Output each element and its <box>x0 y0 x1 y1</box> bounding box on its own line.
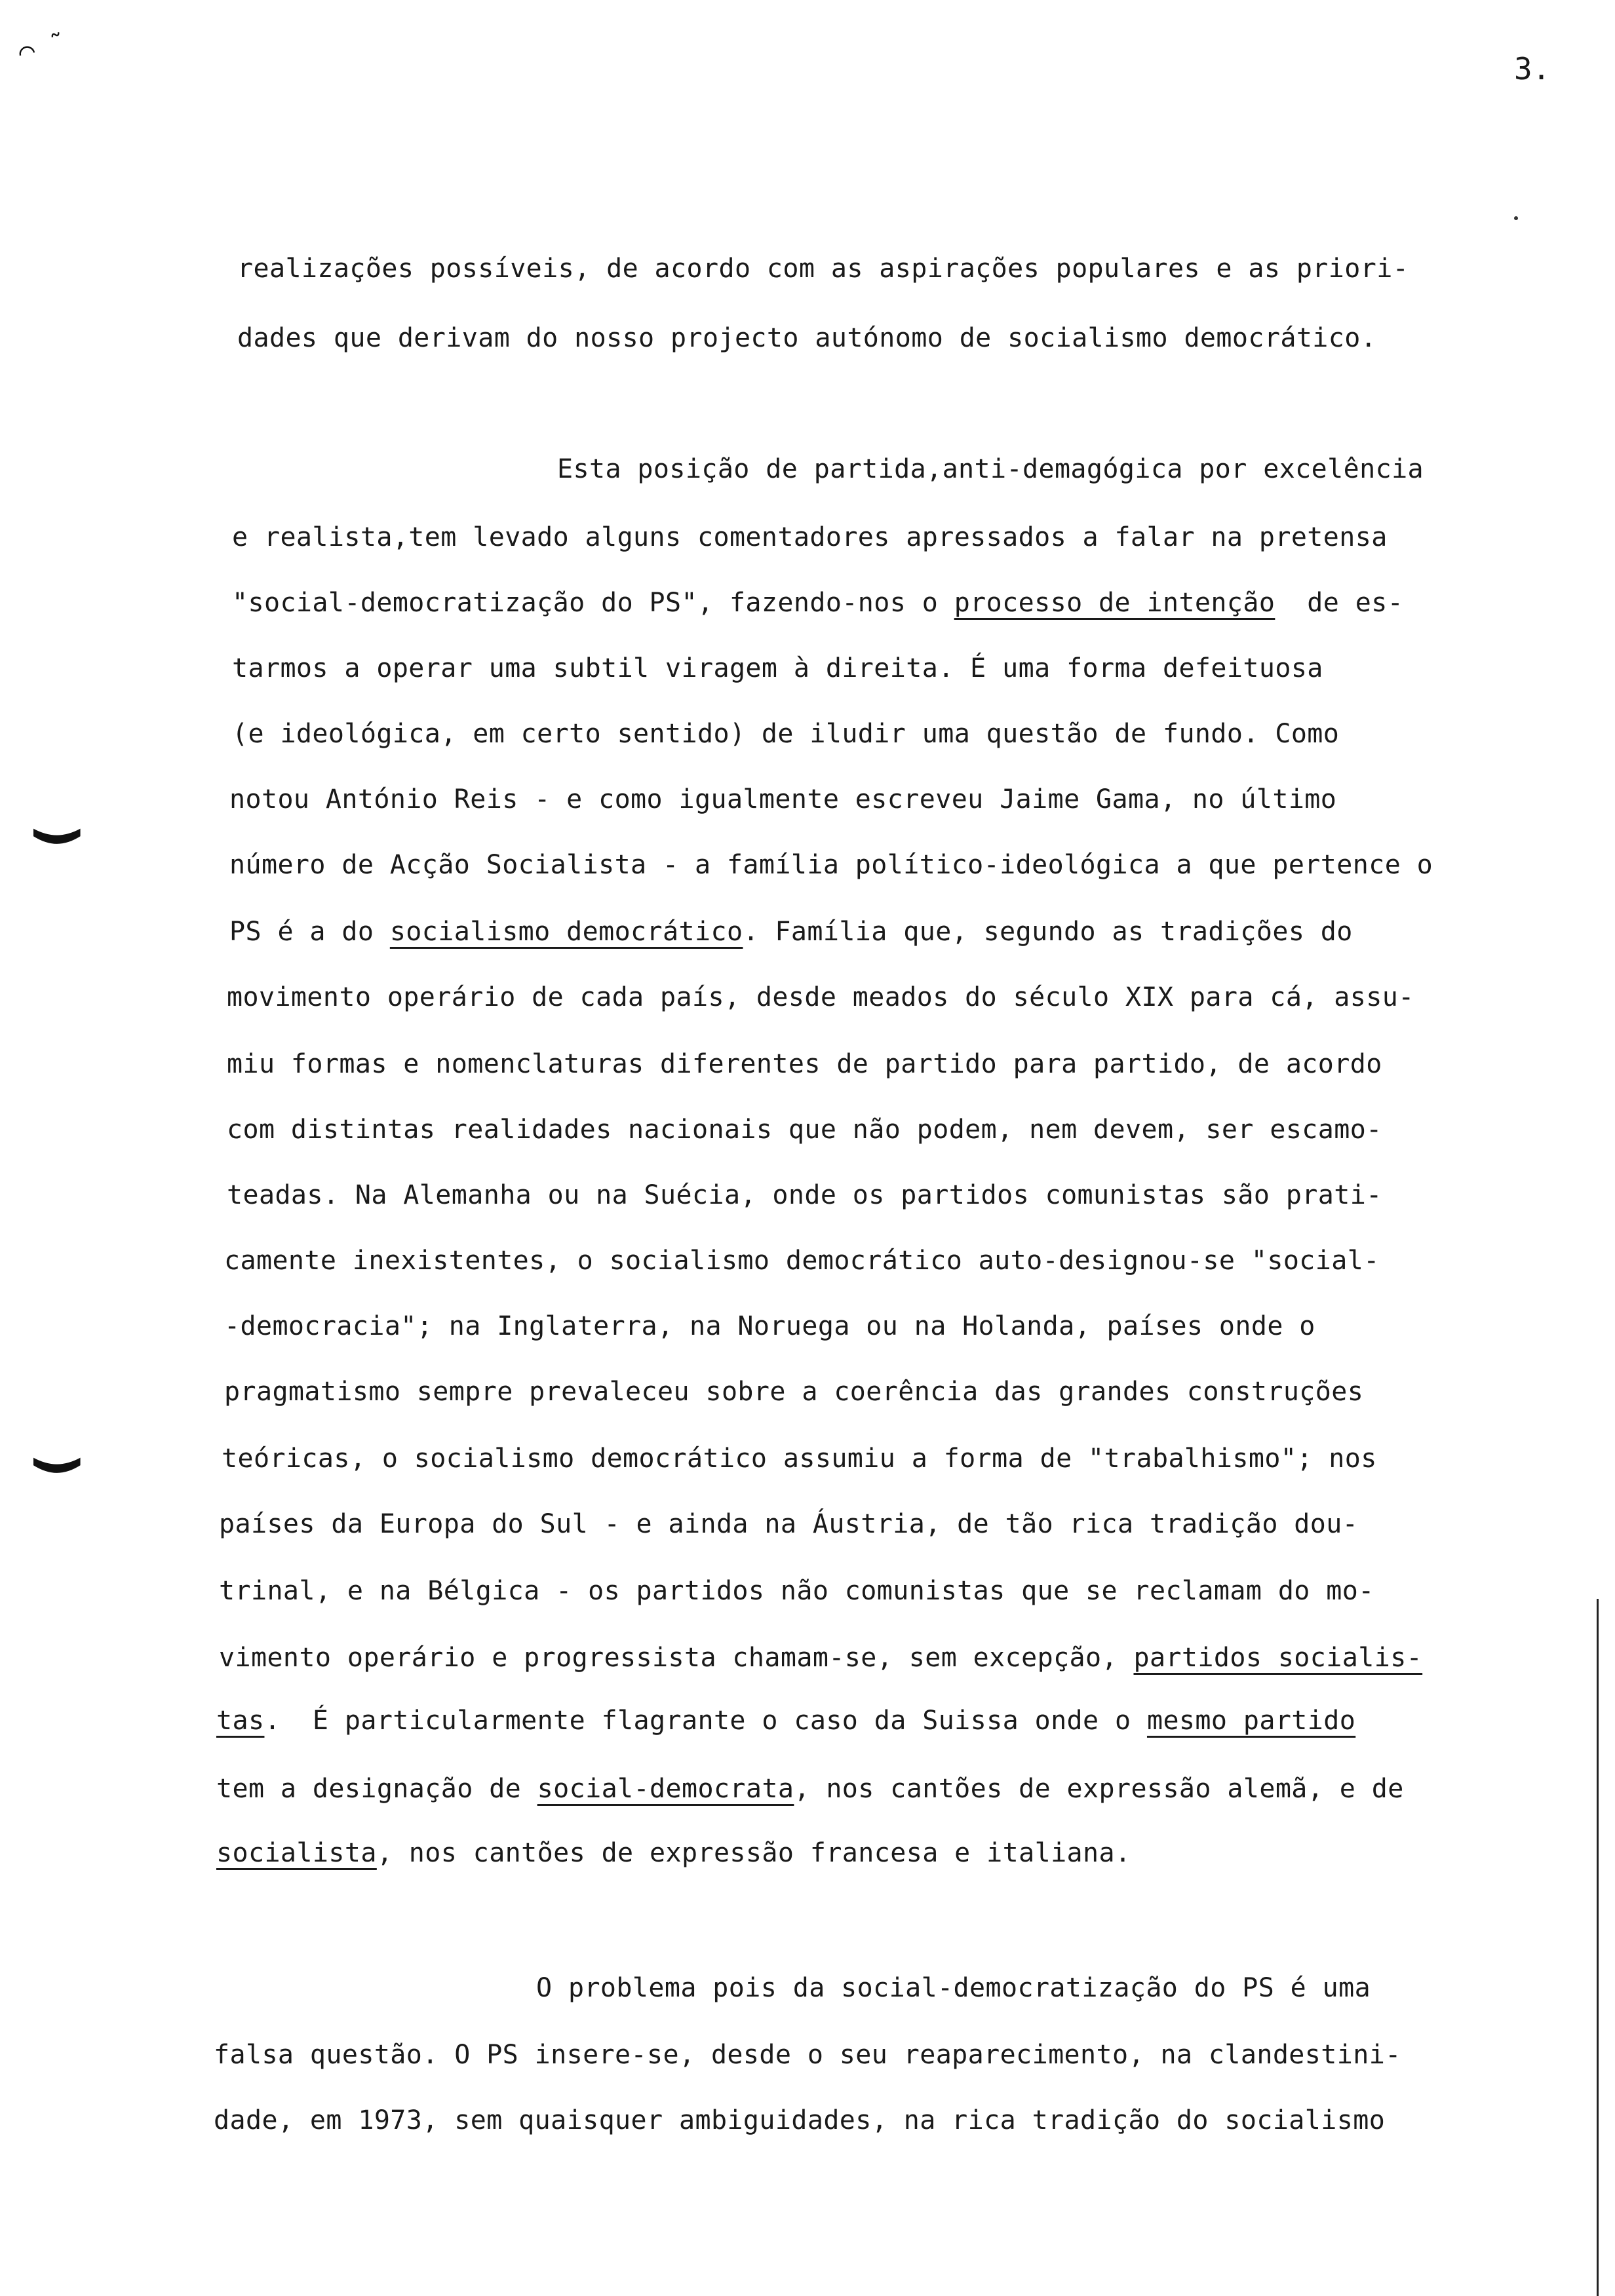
text-line: dade, em 1973, sem quaisquer ambiguidades, na rica tradição do socialismo <box>214 2105 1386 2135</box>
underlined-term: social-democrata <box>537 1774 794 1804</box>
text-line: com distintas realidades nacionais que não podem, nem devem, ser escamo- <box>227 1115 1382 1145</box>
ink-dot <box>1514 216 1518 220</box>
text-line: notou António Reis - e como igualmente escreveu Jaime Gama, no último <box>229 784 1337 814</box>
text-line: e realista,tem levado alguns comentadores apressados a falar na pretensa <box>232 522 1388 552</box>
text-line: falsa questão. O PS insere-se, desde o seu reaparecimento, na clandestini- <box>214 2040 1401 2070</box>
text-line: tarmos a operar uma subtil viragem à direita. É uma forma defeituosa <box>232 653 1323 683</box>
text-line: teóricas, o socialismo democrático assumiu a forma de "trabalhismo"; nos <box>222 1444 1377 1474</box>
text-line: O problema pois da social-democratização do PS é uma <box>536 1973 1371 2003</box>
underlined-term: partidos socialis- <box>1133 1643 1423 1673</box>
page-edge-line <box>1597 1599 1599 2296</box>
binder-hole-icon: ( <box>24 824 86 849</box>
underlined-term: tas <box>216 1706 265 1736</box>
text-line: PS é a do socialismo democrático. Família que, segundo as tradições do <box>229 917 1353 947</box>
text-line: camente inexistentes, o socialismo democrático auto-designou-se "social- <box>224 1246 1380 1276</box>
text-line: tas. É particularmente flagrante o caso da Suissa onde o mesmo partido <box>216 1706 1356 1736</box>
corner-scribble-icon: ⌒ ˜ <box>16 28 69 68</box>
text-line: realizações possíveis, de acordo com as aspirações populares e as priori- <box>237 254 1409 284</box>
text-line: dades que derivam do nosso projecto autónomo de socialismo democrático. <box>237 323 1377 353</box>
text-line: tem a designação de social-democrata, nos cantões de expressão alemã, e de <box>216 1774 1404 1804</box>
text-line: miu formas e nomenclaturas diferentes de partido para partido, de acordo <box>227 1049 1382 1079</box>
text-line: Esta posição de partida,anti-demagógica por excelência <box>557 454 1424 484</box>
text-line: socialista, nos cantões de expressão francesa e italiana. <box>216 1838 1131 1868</box>
text-line: número de Acção Socialista - a família político-ideológica a que pertence o <box>229 850 1433 880</box>
text-line: vimento operário e progressista chamam-se, sem excepção, partidos socialis- <box>219 1643 1423 1673</box>
binder-hole-icon: ( <box>24 1453 86 1478</box>
underlined-term: socialismo democrático <box>389 917 743 947</box>
text-line: -democracia"; na Inglaterra, na Noruega ou na Holanda, países onde o <box>224 1311 1315 1341</box>
underlined-term: processo de intenção <box>954 588 1275 618</box>
text-line: países da Europa do Sul - e ainda na Áustria, de tão rica tradição dou- <box>219 1509 1359 1539</box>
underlined-term: mesmo partido <box>1146 1706 1356 1736</box>
text-line: pragmatismo sempre prevaleceu sobre a coerência das grandes construções <box>224 1377 1364 1407</box>
page-number: 3. <box>1514 51 1551 86</box>
text-line: teadas. Na Alemanha ou na Suécia, onde os partidos comunistas são prati- <box>227 1180 1382 1210</box>
text-line: trinal, e na Bélgica - os partidos não comunistas que se reclamam do mo- <box>219 1576 1374 1606</box>
text-line: movimento operário de cada país, desde meados do século XIX para cá, assu- <box>227 982 1414 1012</box>
text-line: "social-democratização do PS", fazendo-nos o processo de intenção de es- <box>232 588 1404 618</box>
text-line: (e ideológica, em certo sentido) de iludir uma questão de fundo. Como <box>232 719 1340 749</box>
underlined-term: socialista <box>216 1838 377 1868</box>
